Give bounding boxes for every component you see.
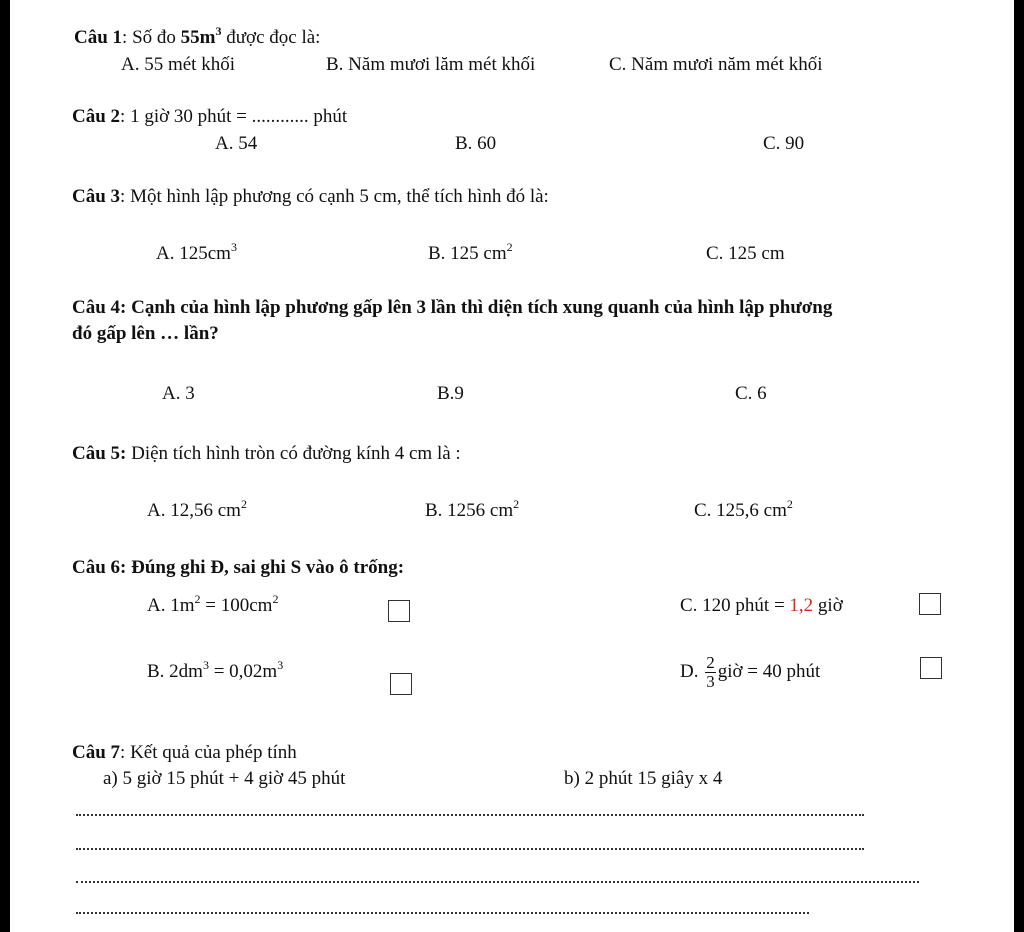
answer-line-3[interactable] [76,877,919,883]
q1-option-c: C. Năm mươi năm mét khối [609,54,823,75]
question-7 [72,742,297,764]
q6-answer-box-a[interactable] [388,600,410,622]
question-4-text: : Cạnh của hình lập phương gấp lên 3 lần thì diện tích xung quanh của hình lập phương [120,297,833,318]
q4-option-b: B.9 [437,383,464,404]
q5-option-a-text: A. 12,56 cm [147,500,241,521]
q3-option-b-text: B. 125 cm [428,243,507,264]
q3-option-a [156,240,237,265]
q2-option-b: B. 60 [455,133,497,154]
q6-a-exp1: 2 [194,592,201,606]
q6-c-red-value: 1,2 [789,595,814,616]
q6-b-exp2: 3 [277,658,284,672]
q6-statement-b [147,658,284,683]
q6-d-numerator: 2 [706,653,715,673]
q6-answer-box-c[interactable] [919,593,941,615]
question-4-label: Câu 4 [72,297,121,318]
q2-option-c: C. 90 [763,133,805,154]
q6-d-denominator: 3 [706,672,715,692]
q3-option-b [428,240,513,265]
answer-line-2[interactable] [76,844,864,850]
question-3-label: Câu 3 [72,186,121,207]
q6-answer-box-d[interactable] [920,657,942,679]
q5-option-b [425,497,520,522]
q6-c-text: C. 120 phút = [680,595,790,616]
question-1-label: Câu 1 [74,27,123,48]
question-1-number: 55m [180,27,216,48]
q5-option-c-exp: 2 [786,497,793,511]
question-4-text-line2: đó gấp lên … lần? [72,323,219,344]
question-2-label: Câu 2 [72,106,121,127]
q6-a-exp2: 2 [272,592,279,606]
q1-option-b: B. Năm mươi lăm mét khối [326,54,536,75]
q4-option-a: A. 3 [162,383,195,404]
q4-option-c: C. 6 [735,383,767,404]
question-6-label: Câu 6: [72,557,127,578]
question-5 [72,443,461,465]
left-border [0,0,10,932]
q6-d-text: D. [680,661,704,682]
q6-b-text-mid: = 0,02m [208,661,278,682]
q3-option-b-exp: 2 [506,240,513,254]
question-1 [74,24,321,49]
q7-part-b: b) 2 phút 15 giây x 4 [564,768,723,789]
q3-option-a-exp: 3 [230,240,237,254]
q5-option-a-exp: 2 [240,497,247,511]
question-7-label: Câu 7 [72,742,121,763]
q6-statement-c [680,595,843,617]
question-1-text: : Số đo [122,27,181,48]
q6-statement-a [147,592,279,617]
q2-option-a: A. 54 [215,133,258,154]
q1-option-a: A. 55 mét khối [121,54,235,75]
answer-line-1[interactable] [76,810,864,816]
q6-d-fraction [705,654,716,691]
question-2-text: : 1 giờ 30 phút = ............ phút [120,106,348,127]
question-1-exponent: 3 [215,24,222,38]
q5-option-c [694,497,793,522]
question-1-text-end: được đọc là: [221,27,321,48]
q3-option-c: C. 125 cm [706,243,785,264]
q6-b-exp1: 3 [202,658,209,672]
q6-answer-box-b[interactable] [390,673,412,695]
question-4 [72,297,832,319]
answer-line-4[interactable] [76,908,809,914]
q5-option-c-text: C. 125,6 cm [694,500,787,521]
question-6 [72,557,404,579]
q6-c-unit: giờ [813,595,843,616]
q6-a-text: A. 1m [147,595,195,616]
right-border [1014,0,1024,932]
q6-statement-d [680,650,820,694]
question-3 [72,186,549,208]
q5-option-b-exp: 2 [513,497,520,511]
q6-a-text-mid: = 100cm [200,595,273,616]
question-5-text: Diện tích hình tròn có đường kính 4 cm là : [126,443,461,464]
question-5-label: Câu 5: [72,443,127,464]
question-6-text: Đúng ghi Đ, sai ghi S vào ô trống: [126,557,405,578]
q6-b-text: B. 2dm [147,661,203,682]
q5-option-a [147,497,247,522]
q5-option-b-text: B. 1256 cm [425,500,514,521]
q6-d-text-end: giờ = 40 phút [717,661,821,682]
q3-option-a-text: A. 125cm [156,243,231,264]
q7-part-a: a) 5 giờ 15 phút + 4 giờ 45 phút [103,768,346,789]
question-2 [72,106,347,128]
question-7-text: : Kết quả của phép tính [120,742,297,763]
question-3-text: : Một hình lập phương có cạnh 5 cm, thể tích hình đó là: [120,186,549,207]
